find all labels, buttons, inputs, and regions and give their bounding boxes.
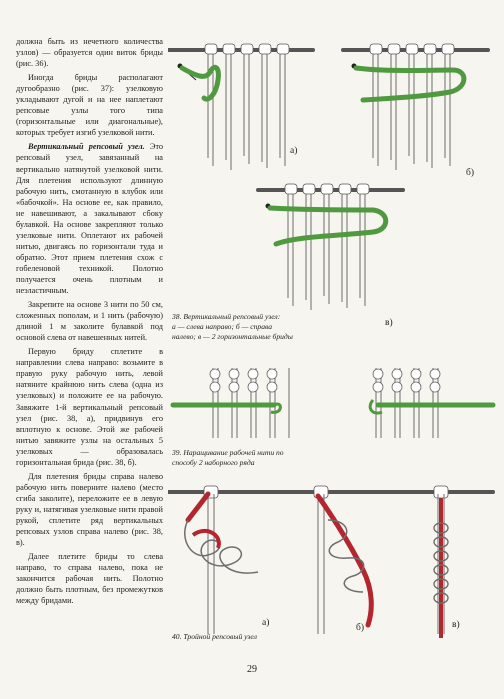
paragraph-text: Это репсовый узел, завязанный на вертикально натянутой узелковой нити. Для плетения используют длинную рабочую нить, смотанную в клубок или «бабочкой». На основе ее, как правило, не навешивают, а закалывают сбоку булавкой. На основе закрепляют только узелковые нити. Оплетают их рабочей нитью, двигаясь по горизонтали туда и обратно. Этот прием плетения схож с гобеленовой техникой. Полотно получается очень плотным и неэластичным.	[16, 142, 163, 296]
paragraph: Для плетения бриды справа налево рабочую нить поверните налево (место сгиба заколите), переложите ее в левую руку и, натягивая узелковые нити правой рукой, сплетите ряд вертикальных репсовых узлов справа налево (рис. 38, в).	[16, 471, 163, 548]
text-column	[16, 36, 163, 609]
paragraph: Первую бриду сплетите в направлении слева направо: возьмите в правую руку рабочую нить, левой натяните крайнюю нить слева (одна из узелковых) и положите ее на рабочую. Завяжите 1-й вертикальный репсовый узел (рис. 38, а), придвинув его вплотную к основе. Этой же рабочей нитью завяжите узлы на остальных 5 узелковых — образовалась горизонтальная брида (рис. 38, б).	[16, 347, 163, 467]
paragraph	[16, 141, 163, 296]
figure-40-illustration	[168, 480, 498, 640]
section-heading: Вертикальный репсовый узел.	[28, 142, 145, 152]
paragraph: должна быть из нечетного количества узлов) — образуется один виток бриды (рис. 36).	[16, 37, 163, 69]
figure-38a-label: а)	[290, 146, 298, 156]
figure-38v-label: в)	[385, 318, 393, 328]
figure-39-illustration	[168, 360, 498, 440]
figure-40b-label: б)	[356, 623, 364, 633]
paragraph: Иногда бриды располагают дугообразно (рис. 37): узелковую укладывают дугой и на нее наплетают репсовые узлы того типа (горизонтальные или диагональные), которых требует изгиб узелковой нити.	[16, 73, 163, 138]
figure-38b-drawing	[343, 44, 488, 170]
figure-39-caption: 39. Наращивание рабочей нити по способу 2 наборного ряда	[172, 448, 284, 467]
figure-38-caption: 38. Вертикальный репсовый узел: а — слева направо; б — справа налево; в — 2 горизонтальные бриды	[172, 312, 293, 341]
figure-40a-label: а)	[262, 618, 270, 628]
figure-38-illustration	[168, 40, 498, 340]
paragraph: Закрепите на основе 3 нити по 50 см, сложенных пополам, и 1 нить (рабочую) длиной 1 м заколите булавкой под основой слева от навешенных нитей.	[16, 300, 163, 343]
paragraph: Далее плетите бриды то слева направо, то справа налево, пока не закончится рабочая нить. Полотно должно быть плотным, без промежутков между бридами.	[16, 552, 163, 606]
figure-40v-label: в)	[452, 620, 460, 630]
figure-40-caption: 40. Тройной репсовый узел	[172, 632, 257, 641]
figure-38b-label: б)	[466, 168, 474, 178]
page-number: 29	[247, 664, 257, 675]
figure-38v-drawing	[258, 184, 403, 310]
